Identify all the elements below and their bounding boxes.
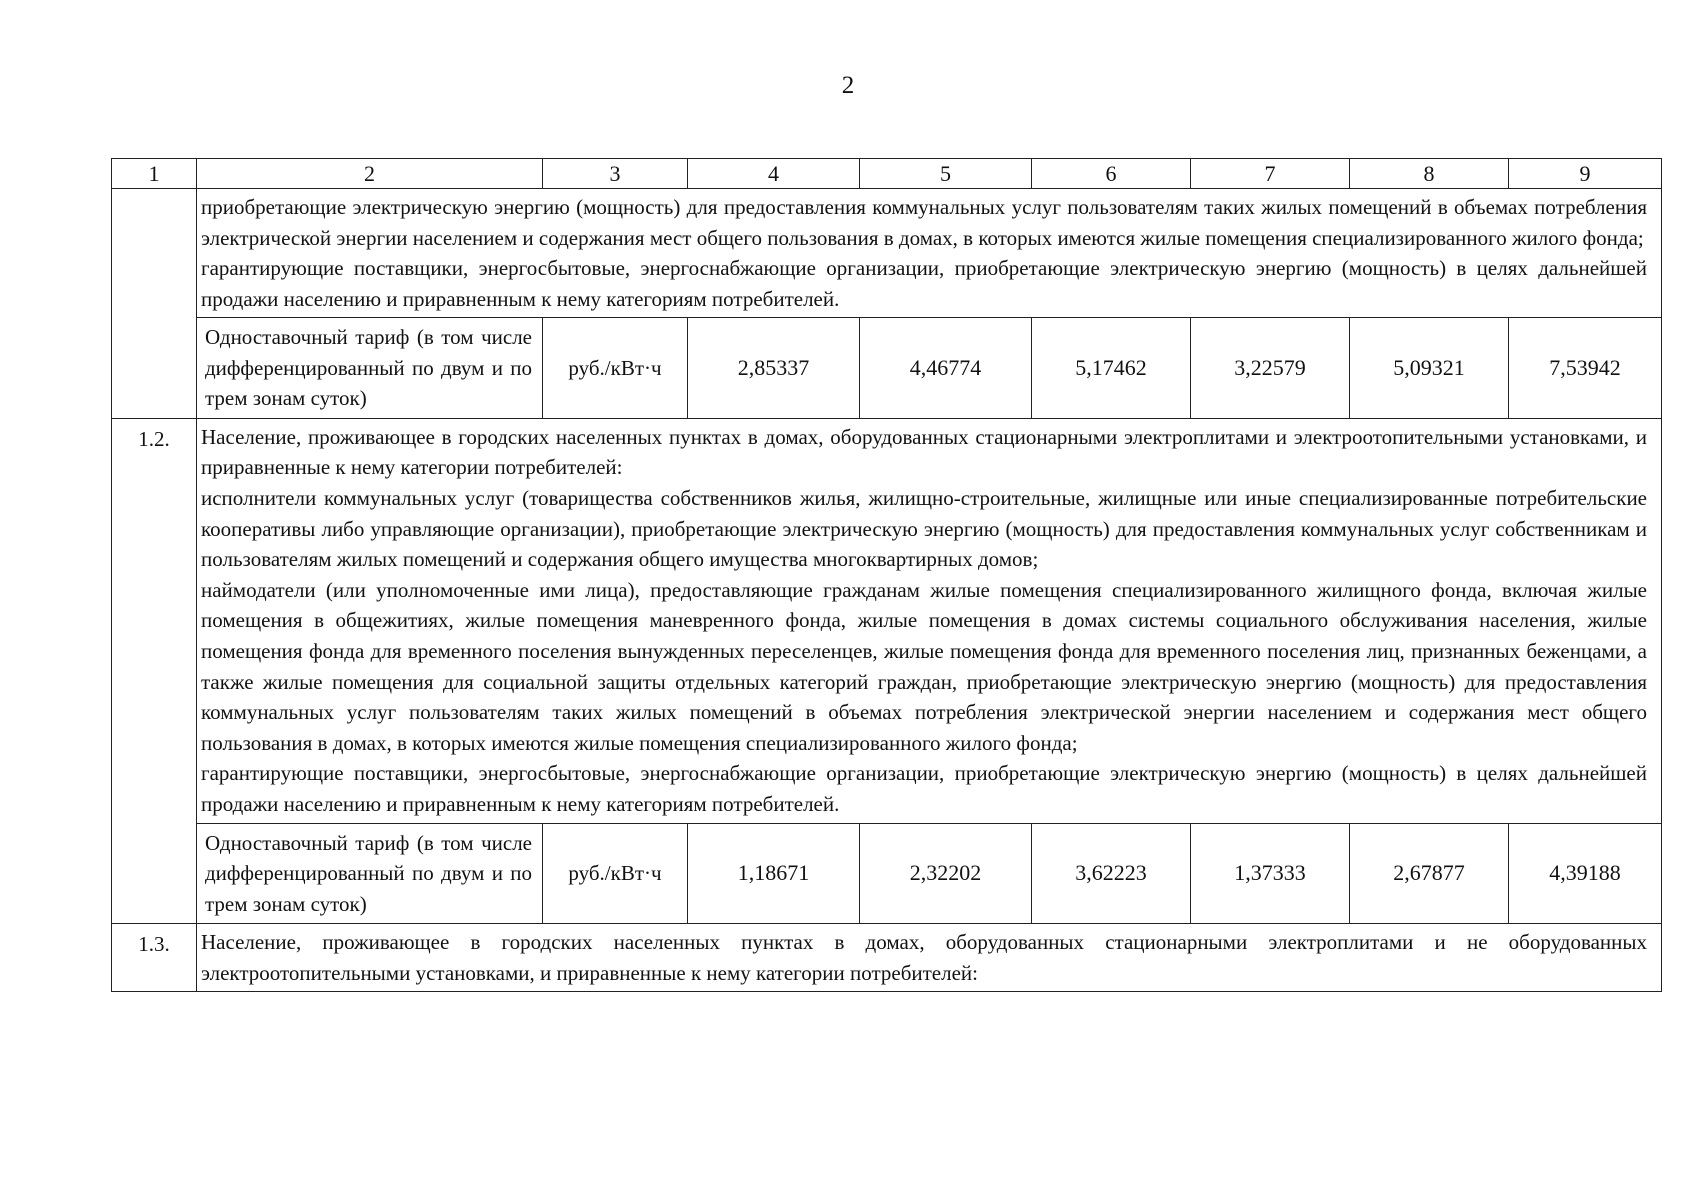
tariff-unit: руб./кВт·ч: [543, 823, 688, 924]
tariff-table: [111, 158, 1662, 992]
section-1-2-description-row: [112, 418, 1662, 823]
tariff-label: Одноставочный тариф (в том числе дифференцированный по двум и по трем зонам суток): [197, 823, 543, 924]
tariff-unit: руб./кВт·ч: [543, 318, 688, 419]
description-paragraph: наймодатели (или уполномоченные ими лица), предоставляющие гражданам жилые помещения специализированного жилищного фонда, включая жилые помещения в общежитиях, жилые помещения маневренного фонда, жилые помещения в домах системы социального обслуживания населения, жилые помещения фонда для временного поселения вынужденных переселенцев, жилые помещения фонда для временного поселения лиц, признанных беженцами, а также жилые помещения для социальной защиты отдельных категорий граждан, приобретающие электрическую энергию (мощность) для предоставления коммунальных услуг пользователям таких жилых помещений в объемах потребления электрической энергии населением и содержания мест общего пользования в домах, в которых имеются жилые помещения специализированного жилого фонда;: [201, 577, 1647, 755]
tariff-value: 5,09321: [1350, 318, 1509, 419]
tariff-value: 2,85337: [688, 318, 860, 419]
column-number: 4: [688, 159, 860, 189]
section-1-3-description-row: [112, 924, 1662, 992]
description-paragraph: гарантирующие поставщики, энергосбытовые, энергоснабжающие организации, приобретающие электрическую энергию (мощность) в целях дальнейшей продажи населению и приравненным к нему категориям потребителей.: [201, 761, 1647, 816]
description-paragraph: приобретающие электрическую энергию (мощность) для предоставления коммунальных услуг пользователям таких жилых помещений в объемах потребления электрической энергии населением и содержания мест общего пользования в домах, в которых имеются жилые помещения специализированного жилого фонда;: [201, 195, 1647, 250]
column-number: 7: [1191, 159, 1350, 189]
continuation-description-row: [112, 189, 1662, 318]
tariff-value: 7,53942: [1509, 318, 1662, 419]
column-number: 2: [197, 159, 543, 189]
column-number: 6: [1032, 159, 1191, 189]
row-number-cell: 1.2.: [112, 418, 197, 923]
category-description: [197, 418, 1662, 823]
tariff-row: [112, 823, 1662, 924]
description-paragraph: Население, проживающее в городских населенных пунктах в домах, оборудованных стационарными электроплитами и электроотопительными установками, и приравненные к нему категории потребителей:: [201, 424, 1647, 480]
page-number: 2: [841, 72, 855, 99]
description-paragraph: Население, проживающее в городских населенных пунктах в домах, оборудованных стационарными электроплитами и не оборудованных электроотопительными установками, и приравненные к нему категории потребителей:: [201, 930, 1647, 985]
tariff-value: 5,17462: [1032, 318, 1191, 419]
tariff-value: 4,39188: [1509, 823, 1662, 924]
column-number-row: [112, 159, 1662, 189]
tariff-value: 1,37333: [1191, 823, 1350, 924]
tariff-row: [112, 318, 1662, 419]
tariff-value: 1,18671: [688, 823, 860, 924]
tariff-value: 3,22579: [1191, 318, 1350, 419]
tariff-value: 4,46774: [860, 318, 1032, 419]
row-number-cell: [112, 189, 197, 419]
description-paragraph: гарантирующие поставщики, энергосбытовые, энергоснабжающие организации, приобретающие электрическую энергию (мощность) в целях дальнейшей продажи населению и приравненным к нему категориям потребителей.: [201, 256, 1647, 311]
category-description: [197, 189, 1662, 318]
tariff-value: 2,67877: [1350, 823, 1509, 924]
description-paragraph: исполнители коммунальных услуг (товарищества собственников жилья, жилищно-строительные, жилищные или иные специализированные потребительские кооперативы либо управляющие организации), приобретающие электрическую энергию (мощность) для предоставления коммунальных услуг собственникам и пользователям жилых помещений и содержания общего имущества многоквартирных домов;: [201, 486, 1647, 572]
tariff-value: 3,62223: [1032, 823, 1191, 924]
tariff-value: 2,32202: [860, 823, 1032, 924]
category-description: [197, 924, 1662, 992]
column-number: 3: [543, 159, 688, 189]
column-number: 9: [1509, 159, 1662, 189]
row-number-cell: 1.3.: [112, 924, 197, 992]
column-number: 1: [112, 159, 197, 189]
column-number: 5: [860, 159, 1032, 189]
column-number: 8: [1350, 159, 1509, 189]
tariff-label: Одноставочный тариф (в том числе дифференцированный по двум и по трем зонам суток): [197, 318, 543, 419]
